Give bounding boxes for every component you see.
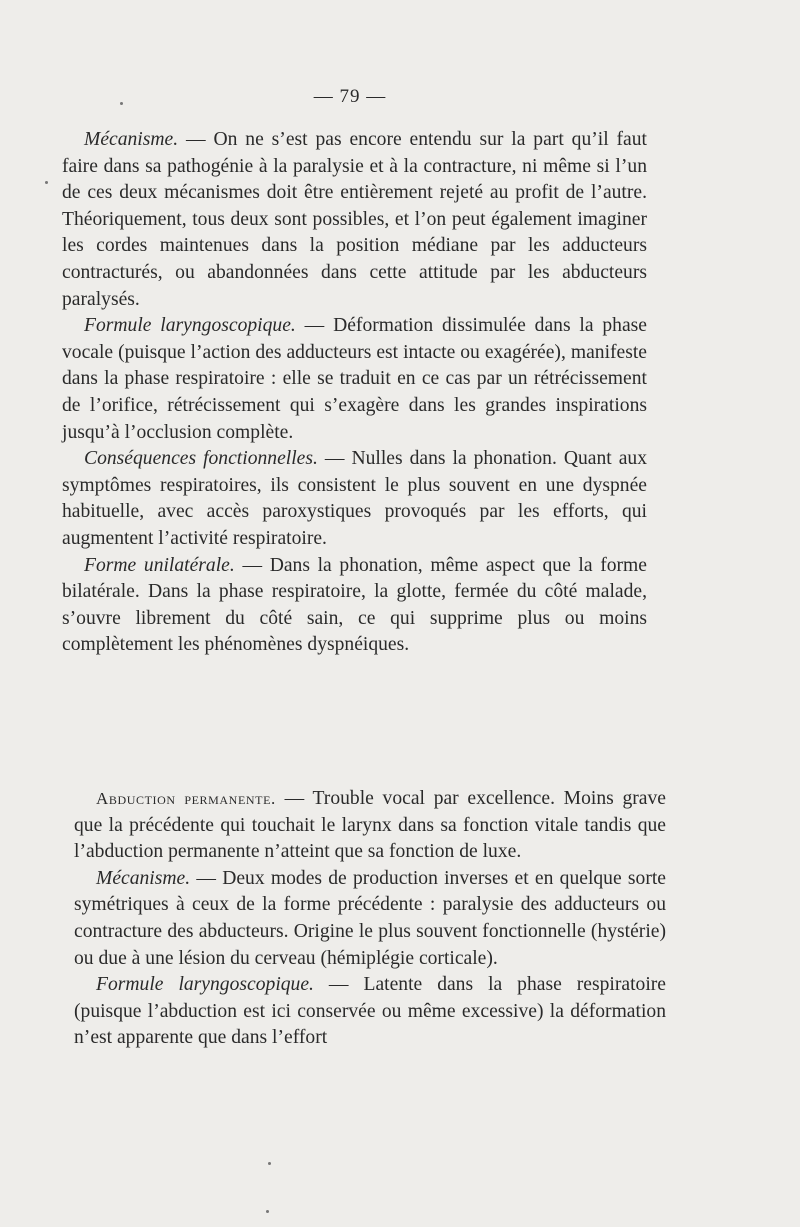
paper-speck: [268, 1162, 271, 1165]
paragraph-formule: [74, 972, 666, 1052]
paragraph-text: — Latente dans la phase respiratoire (puisque l’abduction est ici conservée ou même excessive) la déformation n’est apparente que dans l’effort: [74, 974, 666, 1049]
paper-speck: [45, 181, 48, 184]
paragraph-formule: [62, 313, 647, 446]
paragraph-mecanisme: [74, 866, 666, 972]
paragraph-text: — On ne s’est pas encore entendu sur la part qu’il faut faire dans sa pathogénie à la paralysie et à la contracture, ni même si l’un de ces deux mécanismes doit être entièrement rejeté au profit de l’autre. Théoriquement, tous deux sont possibles, et l’on peut également imaginer les cordes maintenues dans la position médiane par les adducteurs contracturés, ou abandonnées dans cette attitude par les abducteurs paralysés.: [62, 129, 647, 310]
paragraph-text: — Nulles dans la phonation. Quant aux symptômes respiratoires, ils consistent le plus souvent en une dyspnée habituelle, avec accès paroxystiques provoqués par les efforts, qui augmentent l’activité respiratoire.: [62, 448, 647, 549]
paper-speck: [120, 102, 123, 105]
section-adduction: [62, 127, 647, 659]
paragraph-text: — Deux modes de production inverses et en quelque sorte symétriques à ceux de la forme précédente : paralysie des adducteurs ou contracture des abducteurs. Origine le plus souvent fonctionnelle (hystérie) ou due à une lésion du cerveau (hémiplégie corticale).: [74, 867, 666, 969]
paragraph-text: — Déformation dissimulée dans la phase vocale (puisque l’action des adducteurs est intacte ou exagérée), manifeste dans la phase respiratoire : elle se traduit en ce cas par un rétrécissement de l’orifice, rétrécissement qui s’exagère dans les grandes inspirations jusqu’à l’occlusion complète.: [62, 315, 647, 443]
paragraph-lead: Formule laryngoscopique.: [84, 315, 296, 337]
section-heading: Abduction permanente.: [96, 789, 276, 808]
paper-speck: [266, 1210, 269, 1213]
paragraph-lead: Forme unilatérale.: [84, 554, 235, 576]
paragraph-abduction-heading: [74, 786, 666, 866]
paragraph-consequences: [62, 446, 647, 552]
paragraph-lead: Mécanisme.: [96, 867, 191, 889]
paragraph-mecanisme: [62, 127, 647, 313]
paragraph-forme-unilaterale: [62, 553, 647, 659]
paragraph-lead: Conséquences fonctionnelles.: [84, 448, 318, 470]
paragraph-text: — Trouble vocal par excellence. Moins grave que la précédente qui touchait le larynx dans sa fonction vitale tandis que l’abduction permanente n’atteint que sa fonction de luxe.: [74, 788, 666, 863]
paragraph-text: — Dans la phonation, même aspect que la forme bilatérale. Dans la phase respiratoire, la glotte, fermée du côté malade, s’ouvre librement du côté sain, ce qui supprime plus ou moins complètement les phénomènes dyspnéiques.: [62, 554, 647, 656]
section-abduction: [74, 786, 666, 1052]
paragraph-lead: Formule laryngoscopique.: [96, 974, 314, 996]
paragraph-lead: Mécanisme.: [84, 129, 179, 150]
page-number: — 79 —: [313, 86, 387, 107]
